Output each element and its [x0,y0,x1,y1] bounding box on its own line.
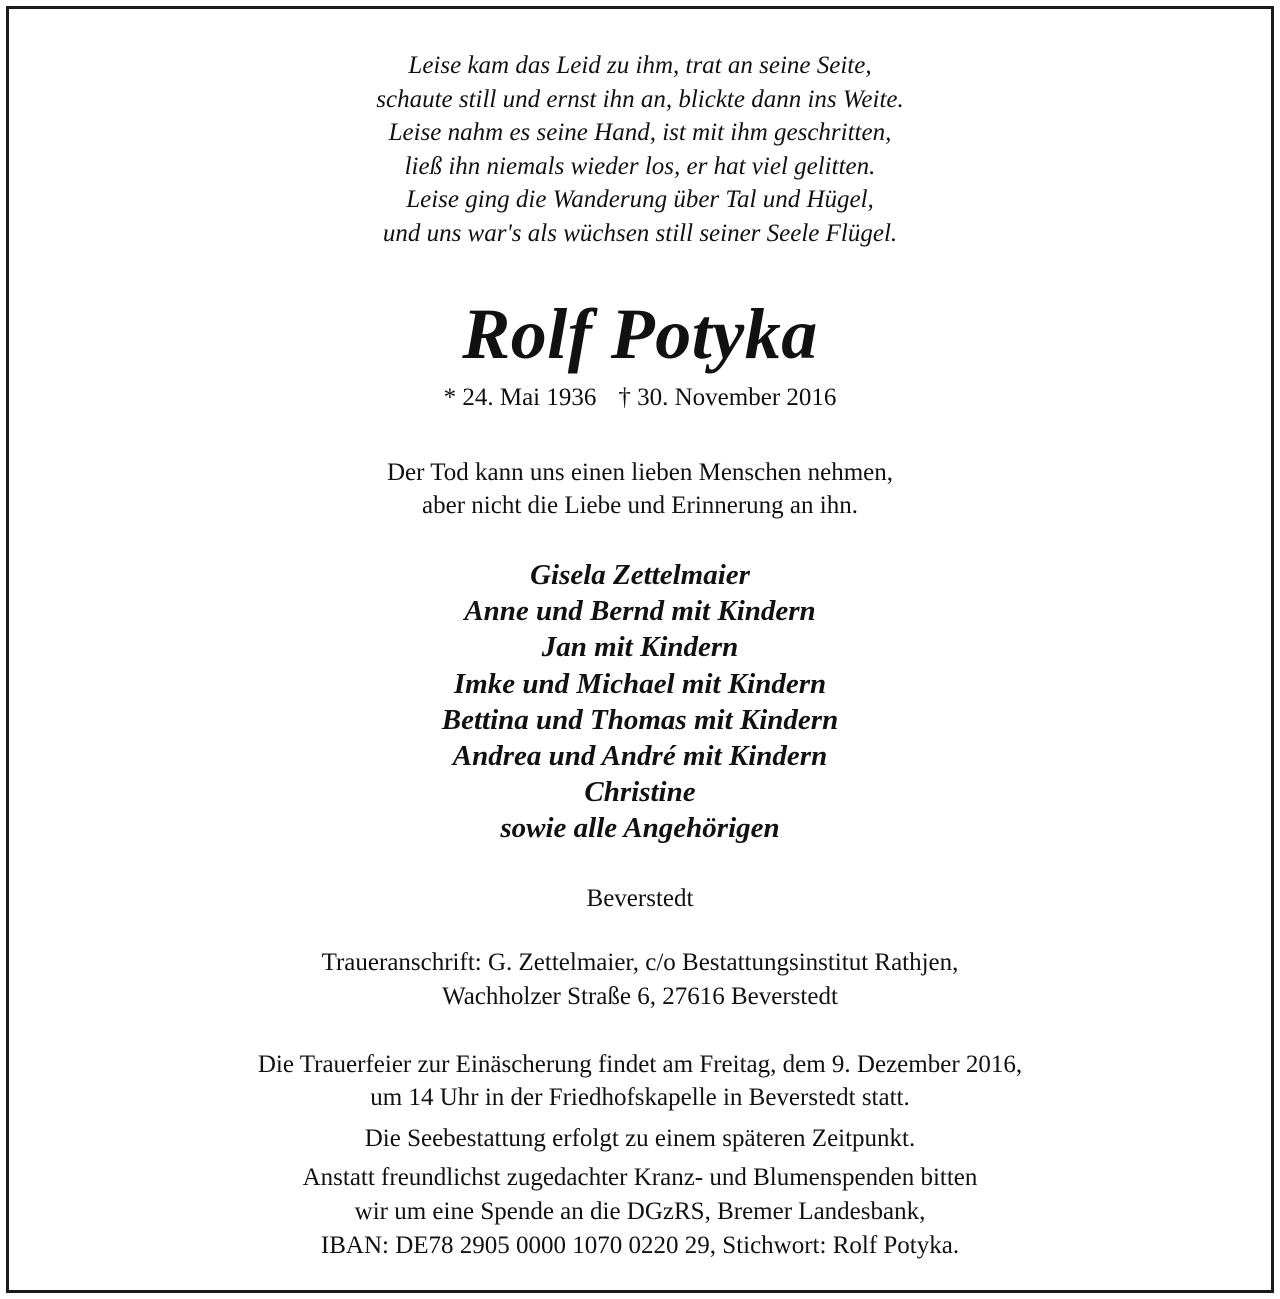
poem-line: und uns war's als wüchsen still seiner Seele Flügel. [382,219,898,247]
mourner-name: Andrea und André mit Kindern [452,740,828,773]
address-line: Wachholzer Straße 6, 27616 Beverstedt [442,983,838,1010]
donation-line: wir um eine Spende an die DGzRS, Bremer Landesbank, [354,1198,926,1225]
sea-burial-info: Die Seebestattung erfolgt zu einem späteren Zeitpunkt. [364,1125,916,1152]
mourner-name: Jan mit Kindern [541,631,739,664]
donation-line: IBAN: DE78 2905 0000 1070 0220 29, Stichwort: Rolf Potyka. [320,1232,960,1259]
mourner-name: Imke und Michael mit Kindern [453,667,827,700]
donation-line: Anstatt freundlichst zugedachter Kranz- und Blumenspenden bitten [302,1164,978,1191]
mourner-name: Gisela Zettelmaier [530,559,750,591]
poem-line: Leise kam das Leid zu ihm, trat an seine Seite, [408,52,872,79]
poem-line: Leise ging die Wanderung über Tal und Hügel, [406,186,874,213]
mourner-name: sowie alle Angehörigen [500,812,780,845]
donation-request [9,1161,1271,1263]
mourning-address [9,946,1271,1014]
death-date: † 30. November 2016 [618,384,837,411]
poem [9,49,1271,250]
funeral-ceremony-info [9,1048,1271,1114]
poem-line: ließ ihn niemals wieder los, er hat viel gelitten. [404,152,876,180]
place: Beverstedt [586,885,694,912]
quote-line: aber nicht die Liebe und Erinnerung an ihn. [422,492,858,519]
mourner-name: Bettina und Thomas mit Kindern [441,703,839,736]
mourners-list [9,557,1271,847]
address-line: Traueranschrift: G. Zettelmaier, c/o Bestattungsinstitut Rathjen, [321,949,959,976]
poem-line: Leise nahm es seine Hand, ist mit ihm geschritten, [388,119,892,146]
quote-line: Der Tod kann uns einen lieben Menschen nehmen, [387,459,893,486]
mourner-name: Christine [584,776,696,809]
birth-date: * 24. Mai 1936 [443,384,597,411]
ceremony-line: um 14 Uhr in der Friedhofskapelle in Beverstedt statt. [370,1084,910,1111]
mourner-name: Anne und Bernd mit Kindern [464,595,816,628]
obituary-notice [6,6,1274,1293]
memorial-quote [9,456,1271,522]
ceremony-line: Die Trauerfeier zur Einäscherung findet am Freitag, dem 9. Dezember 2016, [257,1051,1023,1078]
deceased-name: Rolf Potyka [462,294,818,374]
life-dates [9,381,1271,415]
poem-line: schaute still und ernst ihn an, blickte dann ins Weite. [376,85,904,113]
